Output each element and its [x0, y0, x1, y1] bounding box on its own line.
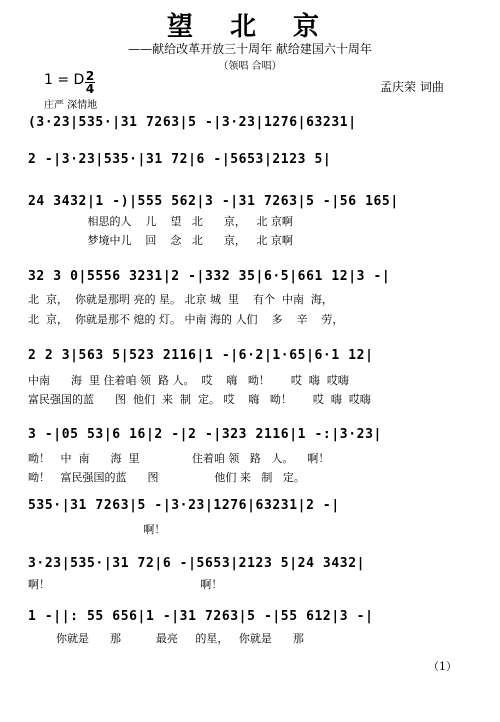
music-line-7: 535·|31 7263|5 -|3·23|1276|63231|2 -| [28, 498, 340, 513]
lyric-line: 呦！ 富民强国的蓝 图 他们 来 制 定。 [28, 471, 305, 484]
page-subtitle: ——献给改革开放三十周年 献给建国六十周年 [128, 42, 372, 56]
music-line-4: 32 3 0|5556 3231|2 -|332 35|6·5|661 12|3 -| [28, 269, 391, 284]
composer-credit: 孟庆荣 词曲 [380, 80, 444, 94]
lyric-line: 北 京， 你就是那不 熄的 灯。 中南 海的 人们 多 辛 劳， [28, 313, 344, 326]
music-line-8: 3·23|535·|31 72|6 -|5653|2123 5|24 3432| [28, 556, 366, 571]
page-title: 望 北 京 [166, 12, 334, 42]
lyric-line: 中南 海 里 住着咱 领 路 人。 哎 嗨 呦！ 哎 嗨 哎嗨 [28, 374, 349, 387]
time-signature-bottom: 4 [85, 82, 95, 96]
lyric-line: 富民强国的蓝 图 他们 来 制 定。 哎 嗨 呦！ 哎 嗨 哎嗨 [28, 393, 371, 406]
music-line-1: (3·23|535·|31 7263|5 -|3·23|1276|63231| [28, 115, 357, 130]
lyric-line: 啊！ 啊！ [28, 578, 223, 591]
page-number: （1） [428, 660, 457, 673]
lyric-line: 呦！ 中 南 海 里 住着咱 领 路 人。 啊！ [28, 452, 330, 465]
music-line-5: 2 2 3|563 5|523 2116|1 -|6·2|1·65|6·1 12| [28, 348, 374, 363]
music-line-2: 2 -|3·23|535·|31 72|6 -|5653|2123 5| [28, 152, 332, 167]
tempo-marking: 庄严 深情地 [44, 100, 98, 111]
time-signature-top: 2 [85, 69, 95, 83]
lyric-line: 相思的人 儿 望 北 京， 北 京啊 [28, 215, 293, 228]
key-signature: 1 = D [44, 72, 85, 88]
time-signature [85, 70, 95, 95]
music-line-6: 3 -|05 53|6 16|2 -|2 -|323 2116|1 -:|3·23| [28, 427, 382, 442]
music-line-3: 24 3432|1 -)|555 562|3 -|31 7263|5 -|56 165| [28, 194, 399, 209]
music-line-9: 1 -||: 55 656|1 -|31 7263|5 -|55 612|3 -| [28, 609, 374, 624]
lyric-line: 你就是 那 最亮 的星， 你就是 那 [28, 632, 304, 645]
lyric-line: 梦境中儿 回 念 北 京， 北 京啊 [28, 234, 293, 247]
performance-note: （领唱 合唱） [218, 61, 282, 72]
lyric-line: 啊！ [28, 523, 166, 536]
lyric-line: 北 京， 你就是那明 亮的 星。 北京 城 里 有个 中南 海， [28, 293, 333, 306]
